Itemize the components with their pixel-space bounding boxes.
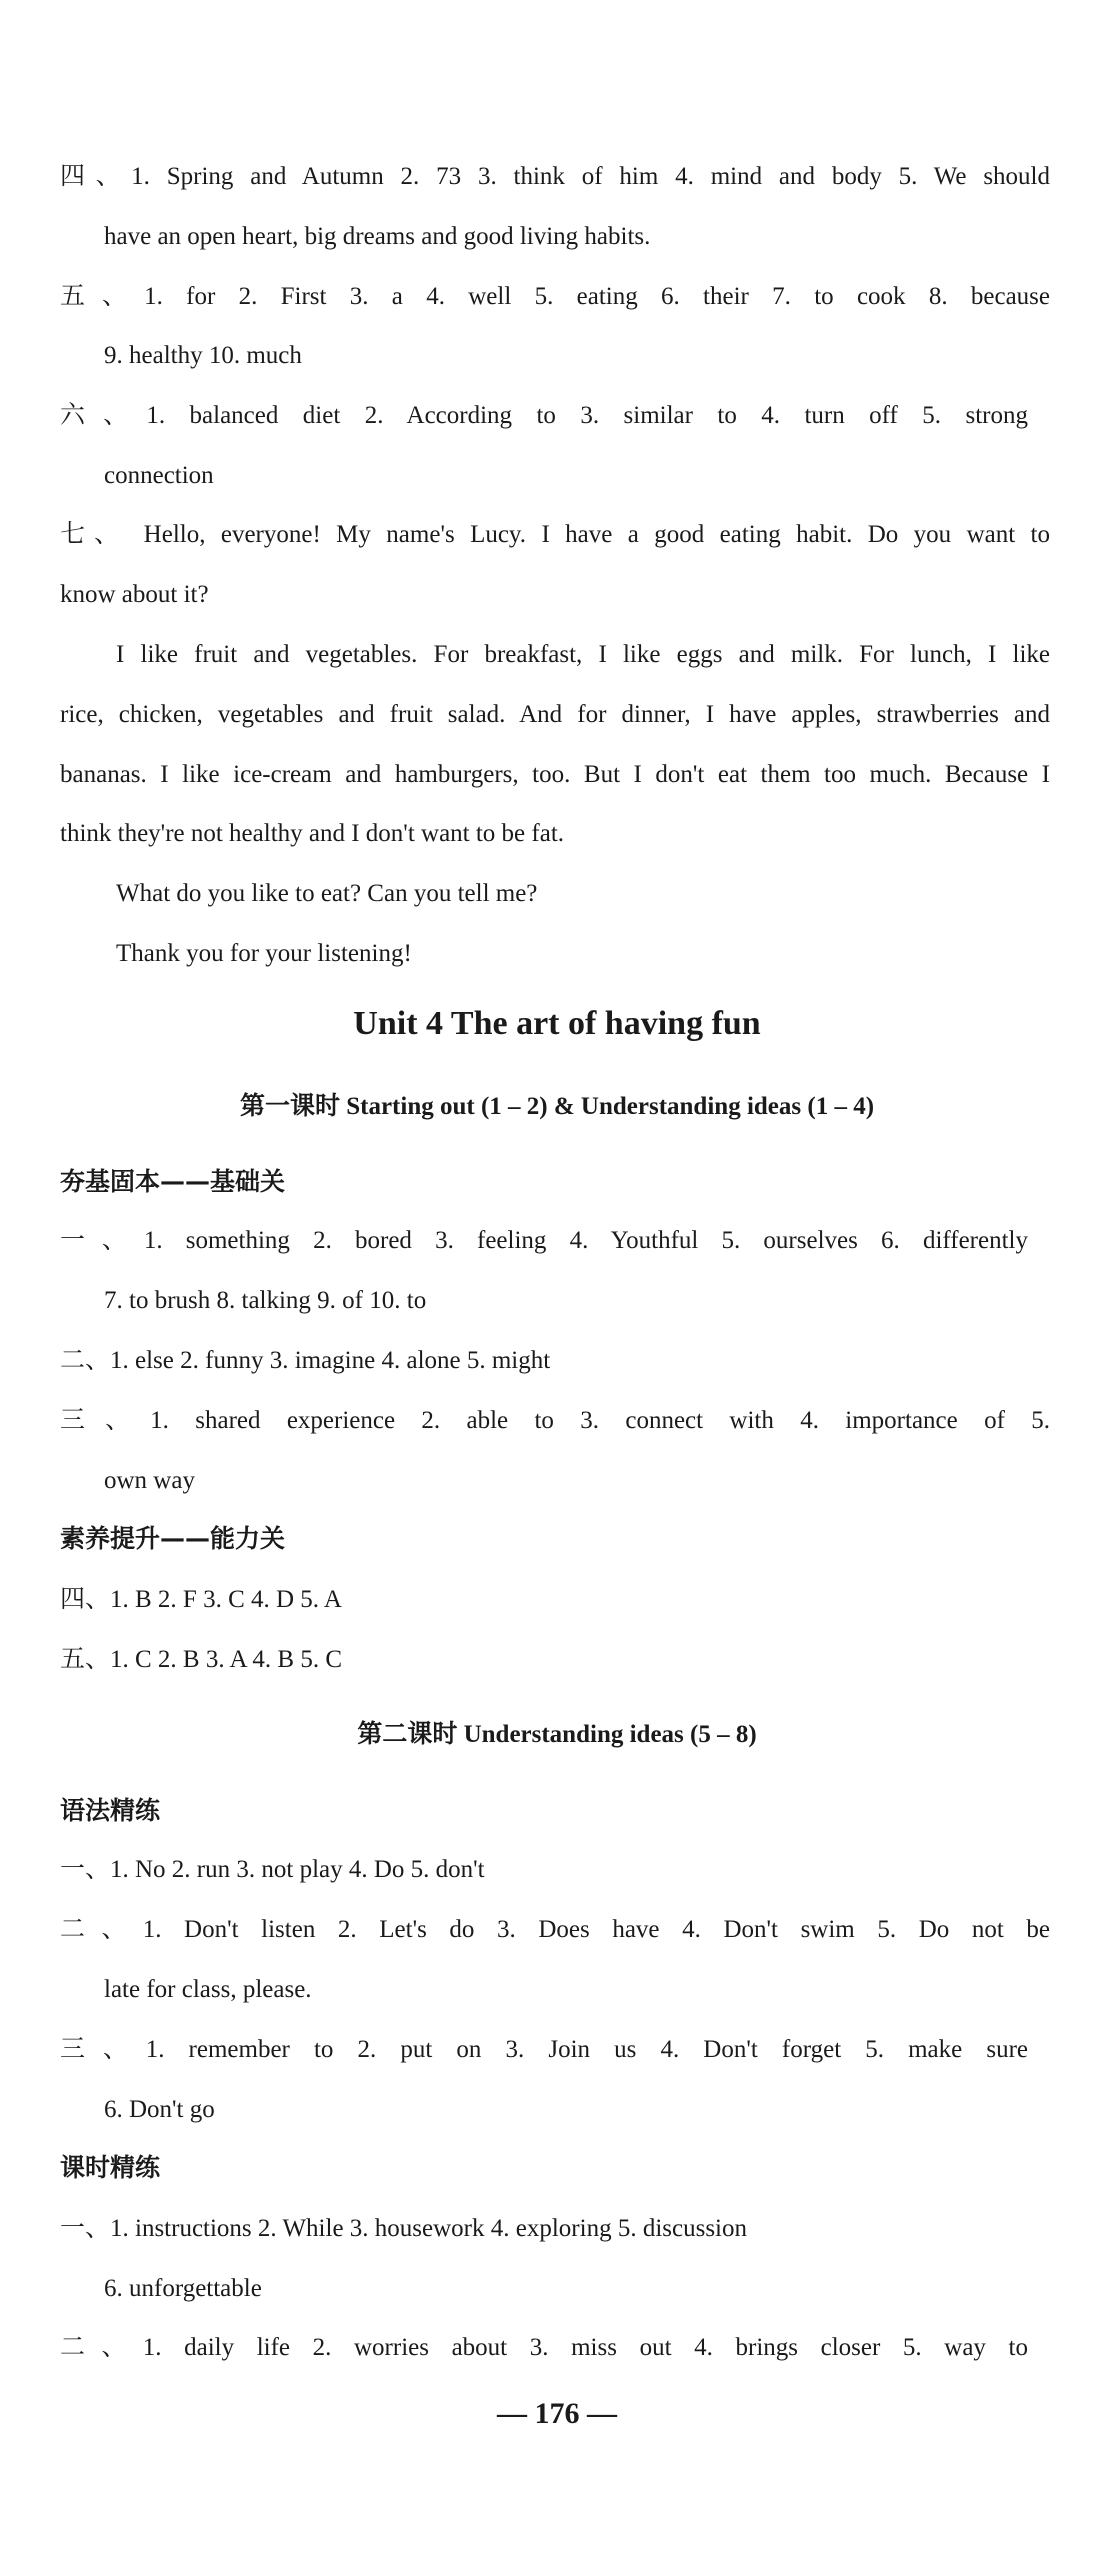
essay-line: rice, chicken, vegetables and fruit salad. And for dinner, I have apples, strawberries and: [60, 701, 1050, 728]
answer-line: 六、1. balanced diet 2. According to 3. similar to 4. turn off 5. strong: [60, 402, 1028, 429]
answer-line: own way: [104, 1467, 195, 1494]
essay-line: bananas. I like ice-cream and hamburgers, too. But I don't eat them too much. Because I: [60, 761, 1050, 788]
essay-line: think they're not healthy and I don't want to be fat.: [60, 820, 565, 847]
answer-line: 6. unforgettable: [104, 2275, 262, 2302]
answer-line: 一、1. No 2. run 3. not play 4. Do 5. don't: [60, 1856, 485, 1883]
essay-line: Thank you for your listening!: [116, 940, 412, 967]
answer-line: 五、1. C 2. B 3. A 4. B 5. C: [60, 1646, 342, 1673]
answer-line: connection: [104, 462, 214, 489]
answer-line: 二、1. else 2. funny 3. imagine 4. alone 5. might: [60, 1347, 551, 1374]
answer-line: late for class, please.: [104, 1976, 312, 2003]
answer-line: 一、1. instructions 2. While 3. housework 4. exploring 5. discussion: [60, 2215, 747, 2242]
section-heading: 素养提升——能力关: [60, 1524, 286, 1553]
essay-line: I like fruit and vegetables. For breakfast, I like eggs and milk. For lunch, I like: [116, 641, 1050, 668]
answer-line: 二、1. Don't listen 2. Let's do 3. Does have 4. Don't swim 5. Do not be: [60, 1916, 1050, 1943]
section-heading: 语法精练: [60, 1796, 161, 1825]
section-heading: 夯基固本——基础关: [60, 1167, 286, 1196]
section-heading: 课时精练: [60, 2153, 161, 2182]
unit-title: Unit 4 The art of having fun: [353, 1005, 761, 1042]
essay-line: know about it?: [60, 581, 209, 608]
essay-line: What do you like to eat? Can you tell me?: [116, 880, 538, 907]
answer-line: 四、1. B 2. F 3. C 4. D 5. A: [60, 1586, 342, 1613]
answer-line: 五、1. for 2. First 3. a 4. well 5. eating 6. their 7. to cook 8. because: [60, 283, 1050, 310]
answer-line: 6. Don't go: [104, 2096, 215, 2123]
answer-line: 7. to brush 8. talking 9. of 10. to: [104, 1287, 427, 1314]
page-number: — 176 —: [497, 2397, 617, 2430]
answer-line: 一、1. something 2. bored 3. feeling 4. Youthful 5. ourselves 6. differently: [60, 1227, 1028, 1254]
answer-line: have an open heart, big dreams and good living habits.: [104, 223, 651, 250]
lesson-title: 第一课时 Starting out (1 – 2) & Understanding ideas (1 – 4): [239, 1093, 875, 1120]
answer-line: 三、1. shared experience 2. able to 3. connect with 4. importance of 5.: [60, 1407, 1050, 1434]
essay-line: 七、 Hello, everyone! My name's Lucy. I have a good eating habit. Do you want to: [60, 521, 1050, 548]
answer-line: 三、1. remember to 2. put on 3. Join us 4. Don't forget 5. make sure: [60, 2036, 1028, 2063]
lesson-title: 第二课时 Understanding ideas (5 – 8): [357, 1721, 757, 1748]
answer-line: 9. healthy 10. much: [104, 342, 302, 369]
answer-line: 二、1. daily life 2. worries about 3. miss out 4. brings closer 5. way to: [60, 2334, 1028, 2361]
answer-line: 四、1. Spring and Autumn 2. 73 3. think of him 4. mind and body 5. We should: [60, 163, 1050, 190]
